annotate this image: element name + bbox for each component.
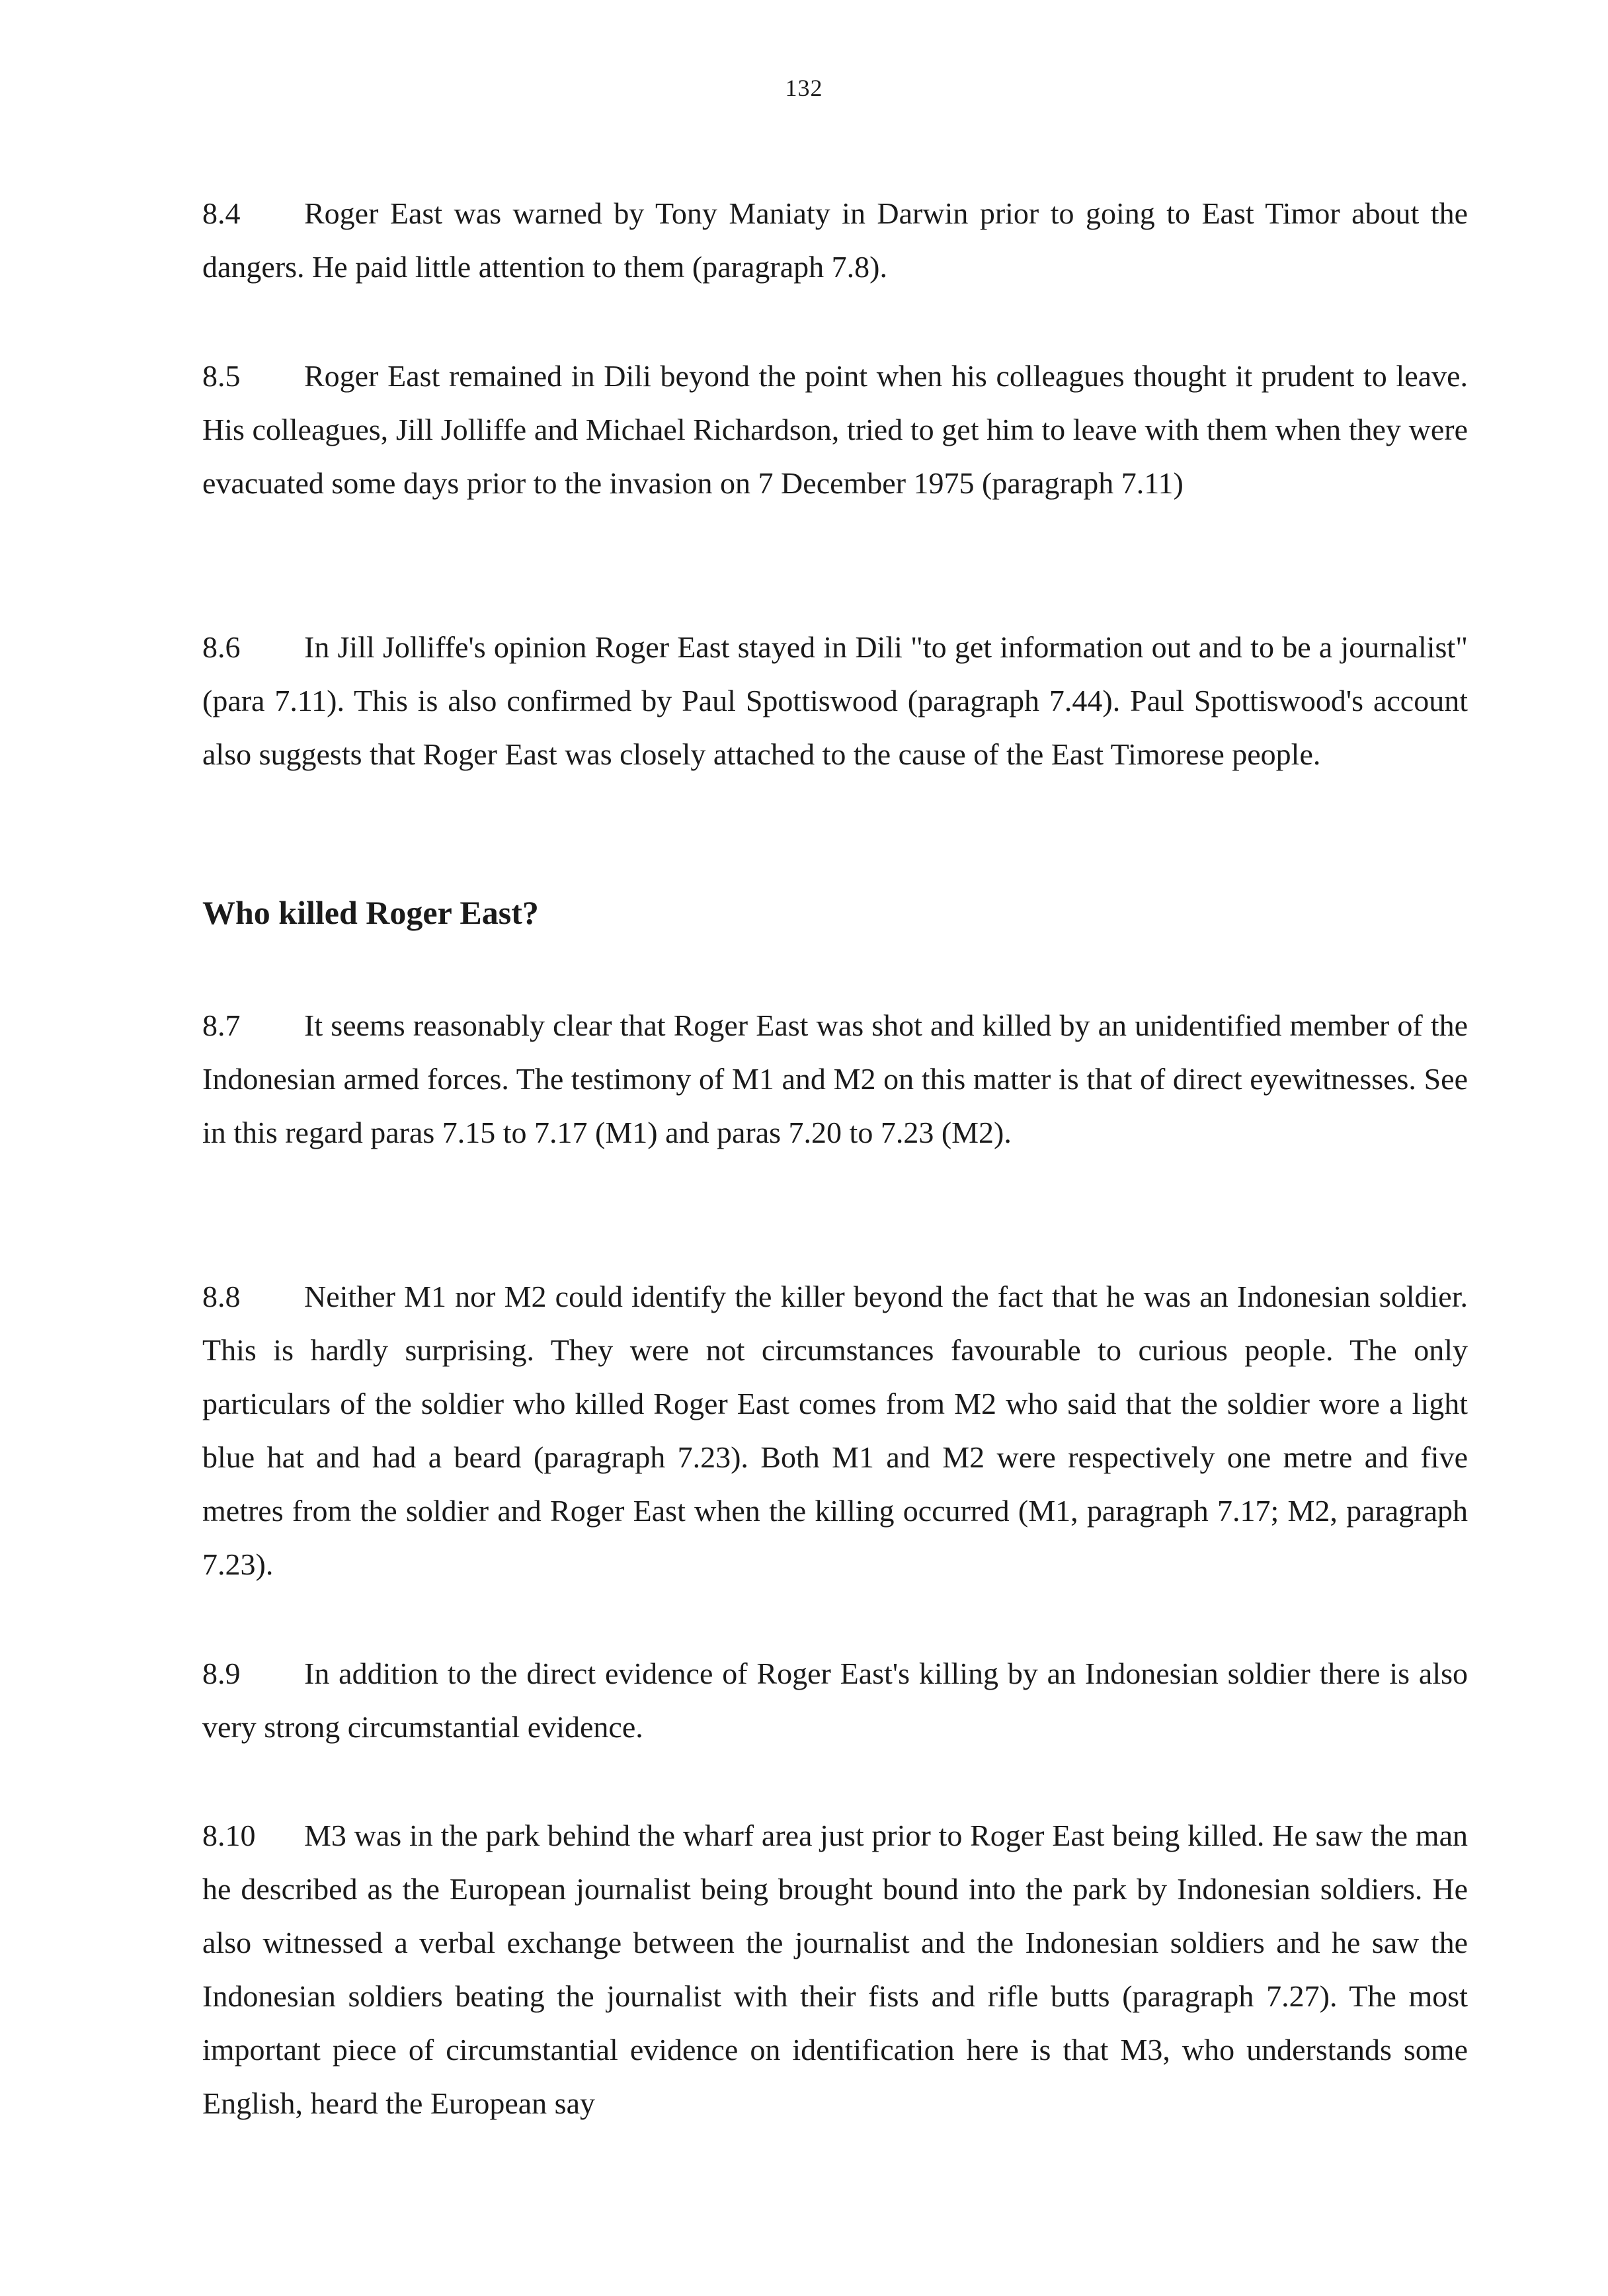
paragraph-text: Roger East was warned by Tony Maniaty in Darwin prior to going to East Timor about the dangers. He paid little attention to them (paragraph 7.8). bbox=[202, 196, 1468, 284]
paragraph-number: 8.10 bbox=[202, 1819, 256, 1852]
paragraph-8-10 bbox=[202, 1809, 1468, 2130]
paragraph-number: 8.7 bbox=[202, 1008, 241, 1042]
page-number: 132 bbox=[785, 75, 823, 101]
paragraph-number: 8.5 bbox=[202, 359, 241, 393]
section-heading: Who killed Roger East? bbox=[202, 894, 539, 931]
paragraph-text: In addition to the direct evidence of Roger East's killing by an Indonesian soldier there is also very strong circumstantial evidence. bbox=[202, 1657, 1468, 1744]
paragraph-text: Neither M1 nor M2 could identify the killer beyond the fact that he was an Indonesian soldier. This is hardly surprising. They were not circumstances favourable to curious people. The only particulars of the soldier who killed Roger East comes from M2 who said that the soldier wore a light blue hat and had a beard (paragraph 7.23). Both M1 and M2 were respectively one metre and five metres from the soldier and Roger East when the killing occurred (M1, paragraph 7.17; M2, paragraph 7.23). bbox=[202, 1280, 1468, 1581]
paragraph-text: In Jill Jolliffe's opinion Roger East stayed in Dili "to get information out and to be a journalist"(para 7.11). This is also confirmed by Paul Spottiswood (paragraph 7.44). Paul Spottiswood's account also suggests that Roger East was closely attached to the cause of the East Timorese people. bbox=[202, 630, 1468, 771]
paragraph-8-9 bbox=[202, 1647, 1468, 1754]
paragraph-text: M3 was in the park behind the wharf area just prior to Roger East being killed. He saw the man he described as the European journalist being brought bound into the park by Indonesian soldiers. He also witnessed a verbal exchange between the journalist and the Indonesian soldiers and he saw the Indonesian soldiers beating the journalist with their fists and rifle butts (paragraph 7.27). The most important piece of circumstantial evidence on identification here is that M3, who understands some English, heard the European say bbox=[202, 1819, 1468, 2120]
paragraph-text: Roger East remained in Dili beyond the point when his colleagues thought it prudent to leave. His colleagues, Jill Jolliffe and Michael Richardson, tried to get him to leave with them when they were evacuated some days prior to the invasion on 7 December 1975 (paragraph 7.11) bbox=[202, 359, 1468, 500]
paragraph-8-7 bbox=[202, 999, 1468, 1159]
paragraph-number: 8.8 bbox=[202, 1280, 241, 1313]
paragraph-number: 8.6 bbox=[202, 630, 241, 664]
paragraph-8-5 bbox=[202, 349, 1468, 510]
paragraph-8-8 bbox=[202, 1270, 1468, 1591]
paragraph-8-4 bbox=[202, 186, 1468, 294]
paragraph-number: 8.9 bbox=[202, 1657, 241, 1690]
paragraph-number: 8.4 bbox=[202, 196, 241, 230]
paragraph-text: It seems reasonably clear that Roger East was shot and killed by an unidentified member of the Indonesian armed forces. The testimony of M1 and M2 on this matter is that of direct eyewitnesses. See in this regard paras 7.15 to 7.17 (M1) and paras 7.20 to 7.23 (M2). bbox=[202, 1008, 1468, 1149]
paragraph-8-6 bbox=[202, 620, 1468, 781]
